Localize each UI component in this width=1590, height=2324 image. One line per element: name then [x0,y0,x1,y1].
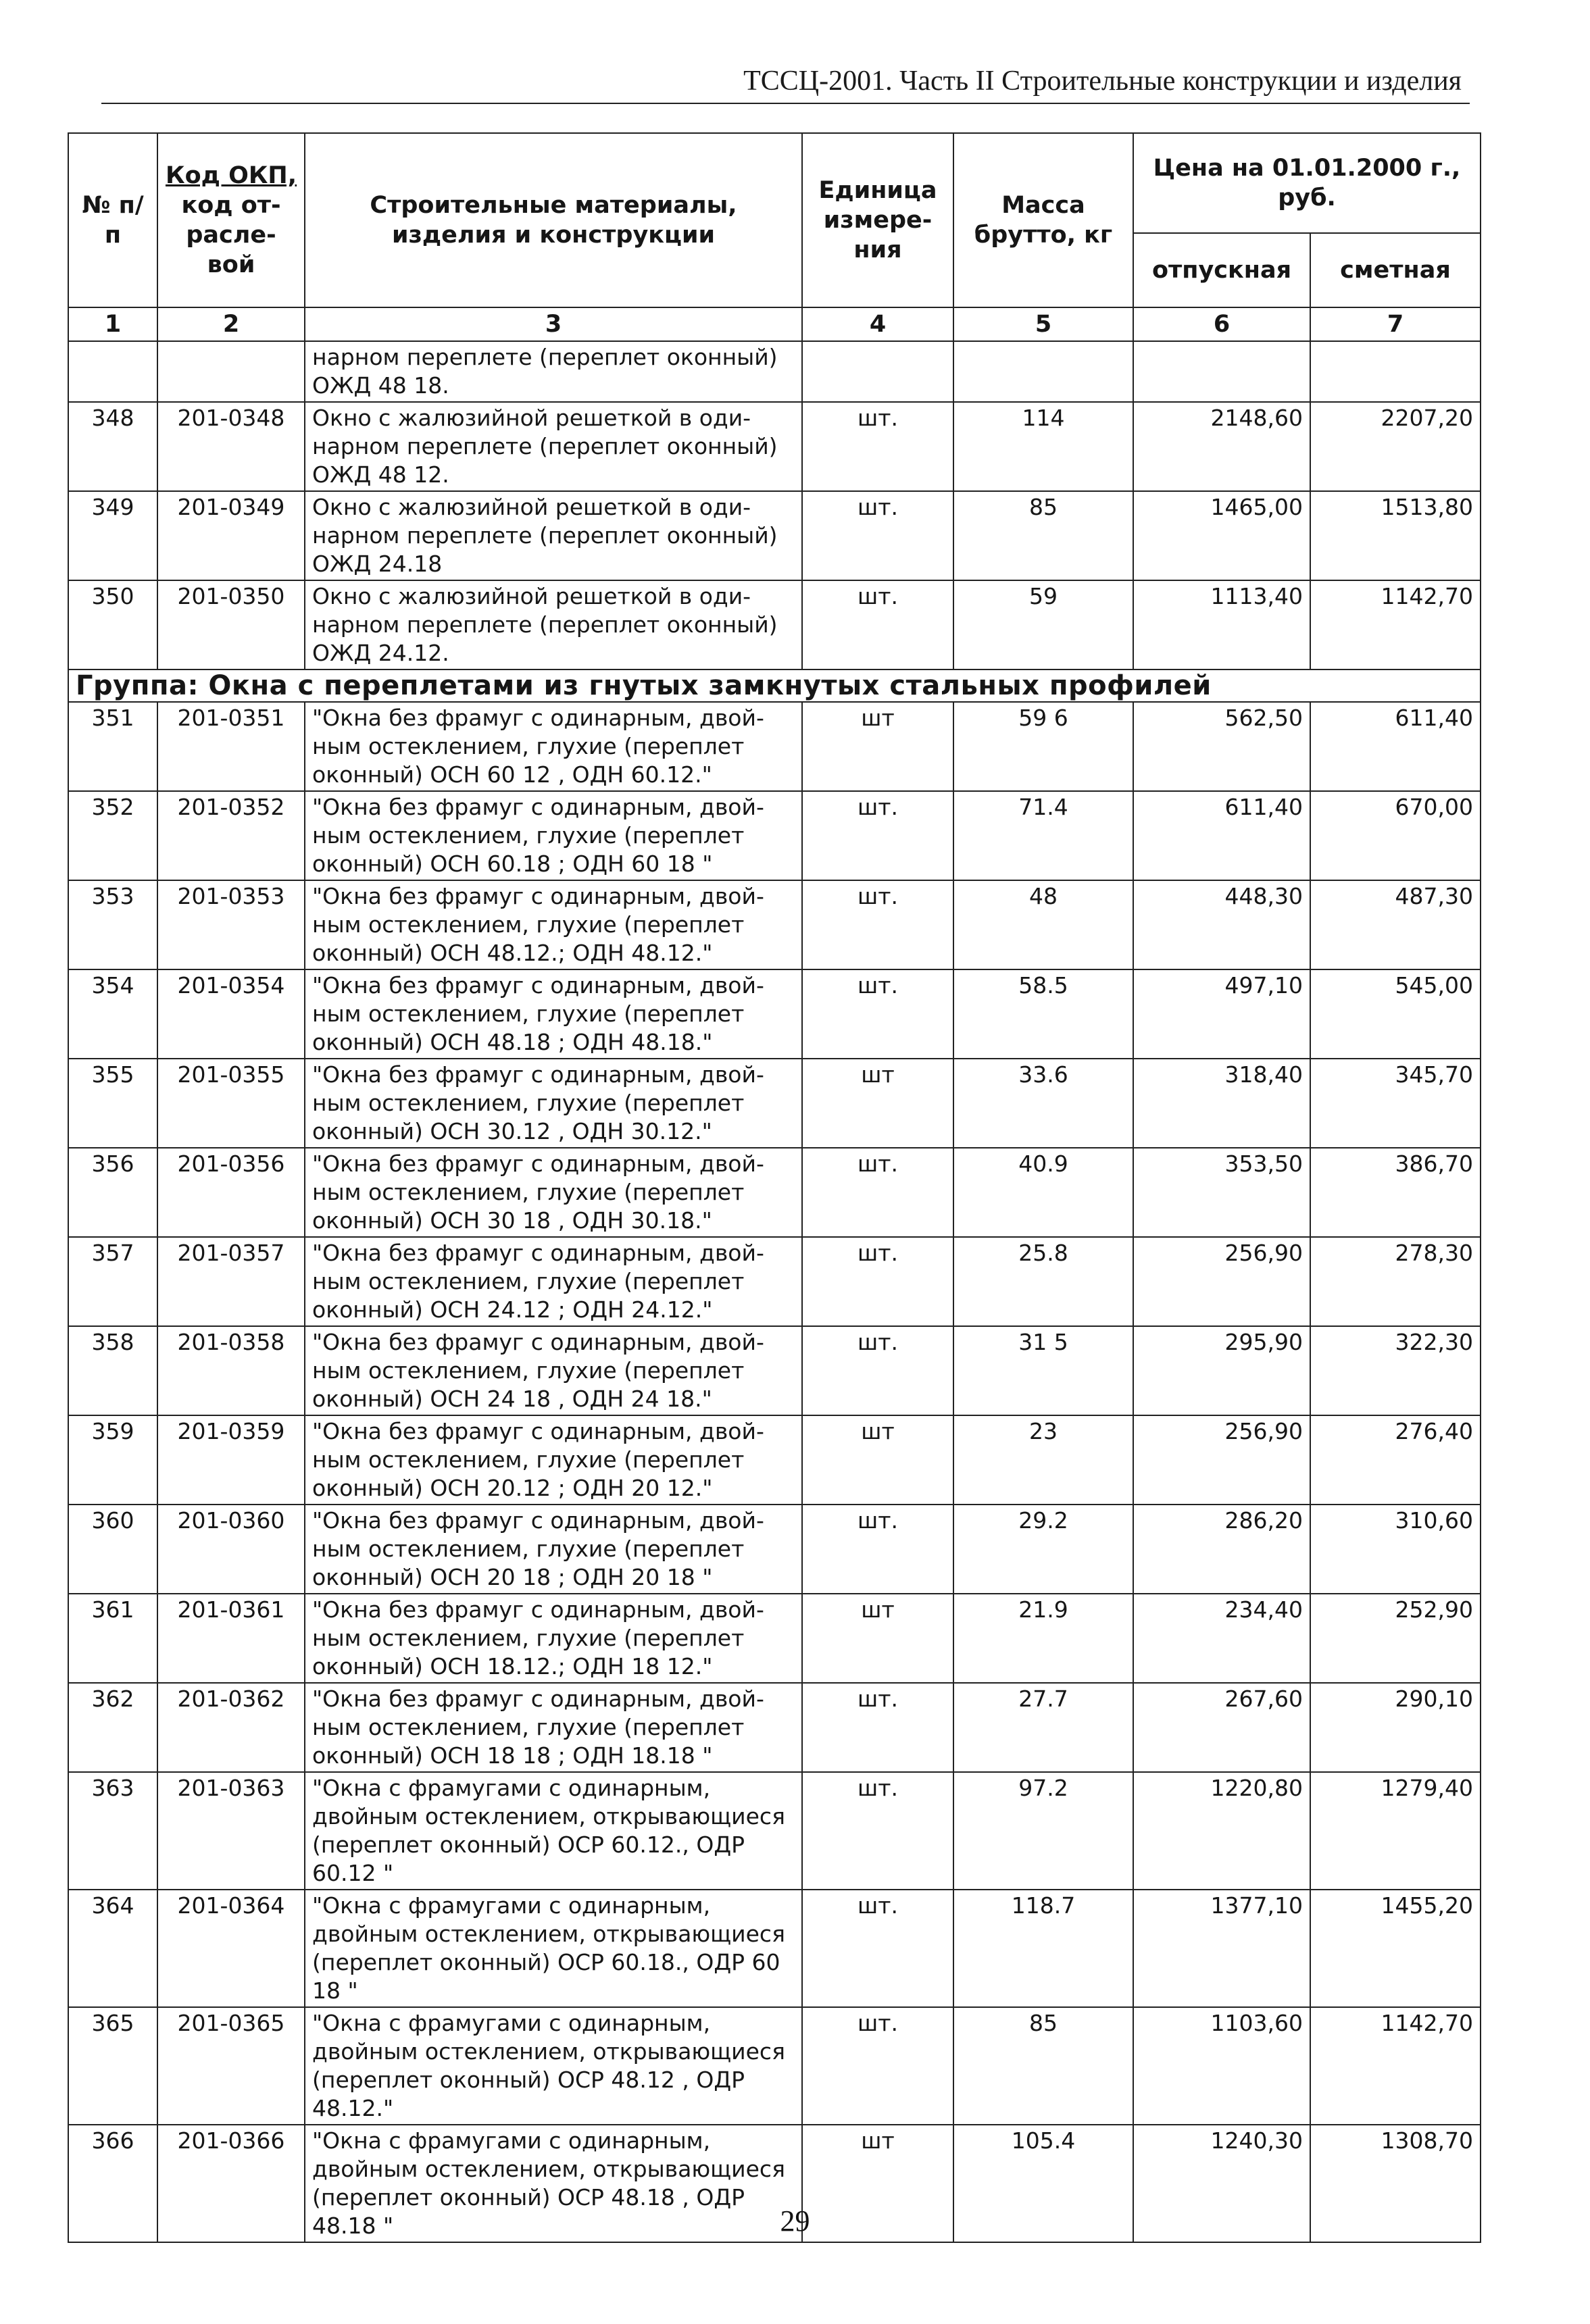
row-number: 350 [68,580,157,670]
table-row [68,580,1481,670]
row-name: Окно с жалюзийной решеткой в оди- нарном переплете (переплет оконный) ОЖД 24.18 [305,491,802,580]
row-estimate-price: 2207,20 [1310,402,1481,491]
row-mass: 71.4 [953,791,1133,880]
row-release-price: 1240,30 [1133,2125,1310,2242]
row-mass: 48 [953,880,1133,969]
table-row [68,1594,1481,1683]
row-release-price: 448,30 [1133,880,1310,969]
row-code: 201-0362 [157,1683,305,1772]
row-number: 361 [68,1594,157,1683]
row-release-price: 497,10 [1133,969,1310,1059]
row-number: 360 [68,1505,157,1594]
row-name: "Окна с фрамугами с одинарным, двойным остеклением, открывающиеся (переплет оконный) ОСР 48.18 , ОДР 48.18 " [305,2125,802,2242]
row-name: Окно с жалюзийной решеткой в оди- нарном переплете (переплет оконный) ОЖД 48 12. [305,402,802,491]
row-code: 201-0358 [157,1326,305,1415]
row-code: 201-0349 [157,491,305,580]
row-release-price: 1465,00 [1133,491,1310,580]
table-row [68,1326,1481,1415]
price-table [68,132,1481,2243]
row-estimate-price: 322,30 [1310,1326,1481,1415]
header-name: Строительные материалы, изделия и конструкции [305,133,802,307]
row-mass: 33.6 [953,1059,1133,1148]
row-name: "Окна без фрамуг с одинарным, двой- ным остеклением, глухие (переплет оконный) ОСН 24 18 , ОДН 24 18." [305,1326,802,1415]
column-number: 3 [305,307,802,341]
table-row [68,880,1481,969]
rows-before-group [68,341,1481,670]
row-code: 201-0356 [157,1148,305,1237]
row-estimate-price: 1279,40 [1310,1772,1481,1890]
row-code: 201-0360 [157,1505,305,1594]
row-estimate-price: 345,70 [1310,1059,1481,1148]
header-rule [101,103,1470,104]
row-number: 355 [68,1059,157,1148]
row-mass: 114 [953,402,1133,491]
row-unit: шт. [802,402,953,491]
column-number: 7 [1310,307,1481,341]
row-name: "Окна без фрамуг с одинарным, двой- ным остеклением, глухие (переплет оконный) ОСН 60.18 ; ОДН 60 18 " [305,791,802,880]
row-mass: 58.5 [953,969,1133,1059]
group-row [68,670,1481,702]
row-release-price: 1113,40 [1133,580,1310,670]
row-mass: 40.9 [953,1148,1133,1237]
header-num: № п/п [68,133,157,307]
row-unit: шт. [802,1772,953,1890]
row-code: 201-0350 [157,580,305,670]
row-number: 356 [68,1148,157,1237]
table-row [68,791,1481,880]
row-code: 201-0352 [157,791,305,880]
row-estimate-price: 545,00 [1310,969,1481,1059]
continuation-name: нарном переплете (переплет оконный) ОЖД 48 18. [305,341,802,402]
row-mass: 25.8 [953,1237,1133,1326]
row-code: 201-0366 [157,2125,305,2242]
row-unit: шт. [802,1148,953,1237]
row-mass: 97.2 [953,1772,1133,1890]
row-release-price: 295,90 [1133,1326,1310,1415]
row-estimate-price: 310,60 [1310,1505,1481,1594]
row-estimate-price: 1455,20 [1310,1890,1481,2007]
row-code: 201-0359 [157,1415,305,1505]
row-code: 201-0364 [157,1890,305,2007]
row-number: 359 [68,1415,157,1505]
row-estimate-price: 670,00 [1310,791,1481,880]
table-row [68,402,1481,491]
row-number: 349 [68,491,157,580]
table-row [68,1505,1481,1594]
row-number: 366 [68,2125,157,2242]
row-name: "Окна без фрамуг с одинарным, двой- ным остеклением, глухие (переплет оконный) ОСН 18.12.; ОДН 18 12." [305,1594,802,1683]
row-estimate-price: 1142,70 [1310,580,1481,670]
row-code: 201-0351 [157,702,305,791]
row-mass: 21.9 [953,1594,1133,1683]
row-unit: шт [802,2125,953,2242]
row-mass: 27.7 [953,1683,1133,1772]
column-number: 6 [1133,307,1310,341]
page-number: 29 [780,2204,810,2238]
row-unit: шт. [802,1326,953,1415]
row-estimate-price: 611,40 [1310,702,1481,791]
row-release-price: 1220,80 [1133,1772,1310,1890]
row-code: 201-0354 [157,969,305,1059]
row-code: 201-0363 [157,1772,305,1890]
row-code: 201-0348 [157,402,305,491]
row-mass: 85 [953,2007,1133,2125]
row-number: 358 [68,1326,157,1415]
table-row [68,1772,1481,1890]
row-code: 201-0365 [157,2007,305,2125]
header-mass: Масса брутто, кг [953,133,1133,307]
row-unit: шт [802,1059,953,1148]
row-name: Окно с жалюзийной решеткой в оди- нарном переплете (переплет оконный) ОЖД 24.12. [305,580,802,670]
row-unit: шт [802,702,953,791]
row-unit: шт. [802,491,953,580]
column-number: 5 [953,307,1133,341]
header-code [157,133,305,307]
row-unit: шт. [802,1683,953,1772]
row-unit: шт [802,1415,953,1505]
group-title: Группа: Окна с переплетами из гнутых замкнутых стальных профилей [68,670,1481,702]
table-row [68,1890,1481,2007]
header-code-title: Код ОКП, [165,162,297,189]
row-estimate-price: 1513,80 [1310,491,1481,580]
row-estimate-price: 290,10 [1310,1683,1481,1772]
header-estimate-price: сметная [1310,233,1481,307]
row-name: "Окна без фрамуг с одинарным, двой- ным остеклением, глухие (переплет оконный) ОСН 20.12 ; ОДН 20 12." [305,1415,802,1505]
table-row [68,491,1481,580]
row-release-price: 611,40 [1133,791,1310,880]
row-unit: шт. [802,969,953,1059]
row-mass: 105.4 [953,2125,1133,2242]
header-price: Цена на 01.01.2000 г., руб. [1133,133,1481,233]
row-unit: шт. [802,1237,953,1326]
row-number: 365 [68,2007,157,2125]
row-release-price: 256,90 [1133,1237,1310,1326]
table-row [68,969,1481,1059]
row-mass: 118.7 [953,1890,1133,2007]
row-unit: шт. [802,791,953,880]
row-mass: 59 [953,580,1133,670]
row-unit: шт. [802,580,953,670]
rows-after-group [68,702,1481,2242]
row-name: "Окна с фрамугами с одинарным, двойным остеклением, открывающиеся (переплет оконный) ОСР 60.18., ОДР 60 18 " [305,1890,802,2007]
row-name: "Окна без фрамуг с одинарным, двой- ным остеклением, глухие (переплет оконный) ОСН 48.12.; ОДН 48.12." [305,880,802,969]
row-number: 363 [68,1772,157,1890]
row-release-price: 256,90 [1133,1415,1310,1505]
table-row [68,1237,1481,1326]
group-section [68,670,1481,702]
continuation-row [68,341,1481,402]
row-code: 201-0355 [157,1059,305,1148]
row-estimate-price: 386,70 [1310,1148,1481,1237]
row-name: "Окна без фрамуг с одинарным, двой- ным остеклением, глухие (переплет оконный) ОСН 60 12 , ОДН 60.12." [305,702,802,791]
row-name: "Окна с фрамугами с одинарным, двойным остеклением, открывающиеся (переплет оконный) ОСР 48.12 , ОДР 48.12." [305,2007,802,2125]
row-estimate-price: 252,90 [1310,1594,1481,1683]
row-number: 353 [68,880,157,969]
column-number: 2 [157,307,305,341]
row-estimate-price: 276,40 [1310,1415,1481,1505]
table-row [68,1415,1481,1505]
row-unit: шт. [802,880,953,969]
row-mass: 31 5 [953,1326,1133,1415]
header-code-rest: код от- расле- вой [181,192,281,278]
row-name: "Окна без фрамуг с одинарным, двой- ным остеклением, глухие (переплет оконный) ОСН 30 18 , ОДН 30.18." [305,1148,802,1237]
row-release-price: 2148,60 [1133,402,1310,491]
row-mass: 85 [953,491,1133,580]
row-code: 201-0361 [157,1594,305,1683]
row-mass: 59 6 [953,702,1133,791]
column-number: 1 [68,307,157,341]
row-unit: шт. [802,1890,953,2007]
row-number: 357 [68,1237,157,1326]
column-number: 4 [802,307,953,341]
row-name: "Окна без фрамуг с одинарным, двой- ным остеклением, глухие (переплет оконный) ОСН 18 18 ; ОДН 18.18 " [305,1683,802,1772]
row-release-price: 1103,60 [1133,2007,1310,2125]
table-row [68,1683,1481,1772]
row-release-price: 318,40 [1133,1059,1310,1148]
table-row [68,702,1481,791]
row-release-price: 286,20 [1133,1505,1310,1594]
row-unit: шт. [802,2007,953,2125]
row-name: "Окна без фрамуг с одинарным, двой- ным остеклением, глухие (переплет оконный) ОСН 20 18 ; ОДН 20 18 " [305,1505,802,1594]
row-name: "Окна без фрамуг с одинарным, двой- ным остеклением, глухие (переплет оконный) ОСН 48.18 ; ОДН 48.18." [305,969,802,1059]
row-mass: 23 [953,1415,1133,1505]
header-unit: Единица измере- ния [802,133,953,307]
row-code: 201-0353 [157,880,305,969]
page-header: ТССЦ-2001. Часть II Строительные конструкции и изделия [743,66,1462,97]
row-estimate-price: 278,30 [1310,1237,1481,1326]
header-release-price: отпускная [1133,233,1310,307]
row-estimate-price: 487,30 [1310,880,1481,969]
row-release-price: 562,50 [1133,702,1310,791]
row-unit: шт. [802,1505,953,1594]
row-mass: 29.2 [953,1505,1133,1594]
row-name: "Окна без фрамуг с одинарным, двой- ным остеклением, глухие (переплет оконный) ОСН 30.12 , ОДН 30.12." [305,1059,802,1148]
row-number: 354 [68,969,157,1059]
row-release-price: 234,40 [1133,1594,1310,1683]
row-release-price: 353,50 [1133,1148,1310,1237]
row-estimate-price: 1308,70 [1310,2125,1481,2242]
table-row [68,2007,1481,2125]
table-row [68,1059,1481,1148]
row-number: 364 [68,1890,157,2007]
row-release-price: 1377,10 [1133,1890,1310,2007]
row-number: 348 [68,402,157,491]
row-number: 362 [68,1683,157,1772]
row-name: "Окна без фрамуг с одинарным, двой- ным остеклением, глухие (переплет оконный) ОСН 24.12 ; ОДН 24.12." [305,1237,802,1326]
table-row [68,1148,1481,1237]
row-name: "Окна с фрамугами с одинарным, двойным остеклением, открывающиеся (переплет оконный) ОСР 60.12., ОДР 60.12 " [305,1772,802,1890]
row-number: 352 [68,791,157,880]
row-release-price: 267,60 [1133,1683,1310,1772]
row-estimate-price: 1142,70 [1310,2007,1481,2125]
row-number: 351 [68,702,157,791]
row-code: 201-0357 [157,1237,305,1326]
column-number-row [68,307,1481,341]
row-unit: шт [802,1594,953,1683]
